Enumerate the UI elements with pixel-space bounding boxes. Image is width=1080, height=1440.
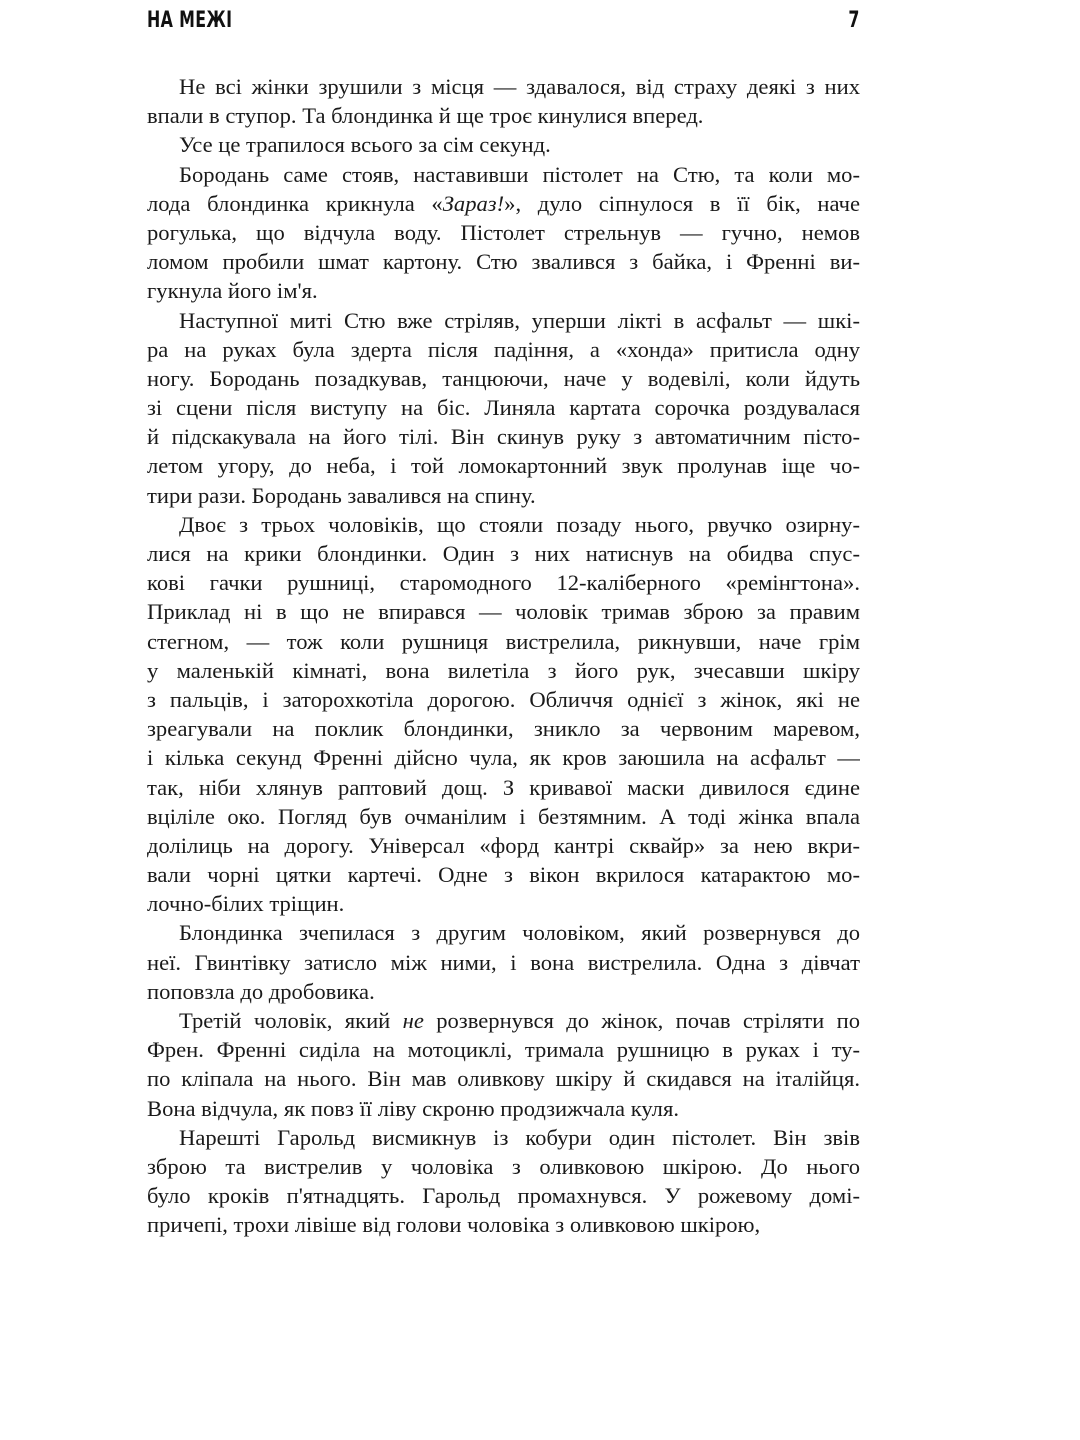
text-line: Вона відчула, як повз її ліву скроню продзижчала куля. [147,1095,679,1121]
text-line: летом угору, до неба, і той ломокартонний звук пролунав іще чо- [147,453,860,479]
text-line: Приклад ні в що не впирався — чоловік тримав зброю за правим [147,599,860,625]
text-line: ногу. Бородань позадкував, танцюючи, наче у водевілі, коли йдуть [147,365,860,391]
text-line: зі сцени після виступу на біс. Линяла картата сорочка роздувалася [147,395,860,421]
paragraph [147,1123,860,1240]
body-text [147,72,860,1240]
text-line: Усе це трапилося всього за сім секунд. [179,132,551,158]
text-line: Блондинка зчепилася з другим чоловіком, який розвернувся до [179,920,860,946]
text-line: Не всі жінки зрушили з місця — здавалося, від страху деякі з них [179,74,860,99]
paragraph [147,72,860,130]
paragraph [147,1006,860,1123]
text-line: вціліле око. Погляд був очманілим і безтямним. А тоді жінка впала [147,803,860,829]
text-line: ра на руках була здерта після падіння, а «хонда» притисла одну [147,336,860,362]
text-line: було кроків п'ятнадцять. Гарольд промахнувся. У рожевому домі- [147,1183,860,1209]
text-line: стегном, — тож коли рушниця вистрелила, рикнувши, наче грім [147,628,860,654]
paragraph [147,130,860,159]
text-line: вали чорні цятки картечі. Одне з вікон вкрилося катарактою мо- [147,862,860,888]
text-line: неї. Гвинтівку затисло між ними, і вона вистрелила. Одна з дівчат [147,949,860,975]
text-line: кові гачки рушниці, старомодного 12-каліберного «ремінгтона». [147,570,860,596]
text-line: з пальців, і заторохкотіла дорогою. Обличчя однієї з жінок, які не [147,686,860,712]
paragraph [147,160,860,306]
text-line: рогулька, що відчула воду. Пістолет стрельнув — гучно, немов [147,219,860,245]
text-line: й підскакувала на його тілі. Він скинув руку з автоматичним пісто- [147,424,860,450]
text-line: Наступної миті Стю вже стріляв, уперши лікті в асфальт — шкі- [179,307,860,333]
text-line: Двоє з трьох чоловіків, що стояли позаду нього, рвучко озирну- [179,511,860,537]
text-line: лися на крики блондинки. Один з них натиснув на обидва спус- [147,541,860,566]
text-line: по кліпала на нього. Він мав оливкову шкіру й скидався на італійця. [147,1066,860,1092]
book-page [147,8,860,1240]
text-line: Френ. Френні сиділа на мотоциклі, тримала рушницю в руках і ту- [147,1037,860,1063]
text-line: ломом пробили шмат картону. Стю звалився з байка, і Френні ви- [147,249,860,275]
text-line: зброю та вистрелив у чоловіка з оливковою шкірою. До нього [147,1153,860,1179]
paragraph [147,510,860,919]
running-title: НА МЕЖІ [147,8,233,33]
text-line: лочно-білих тріщин. [147,891,345,917]
text-line: причепі, трохи лівіше від голови чоловіка з оливковою шкірою, [147,1212,761,1238]
text-line: впали в ступор. Та блондинка й ще троє кинулися вперед. [147,103,704,129]
paragraph [147,306,860,510]
page-number: 7 [848,8,860,33]
text-line: і кілька секунд Френні дійсно чула, як кров заюшила на асфальт — [147,745,860,771]
text-line: у маленькій кімнаті, вона вилетіла з його рук, зчесавши шкіру [147,657,860,683]
text-line: Нарешті Гарольд висмикнув із кобури один пістолет. Він звів [179,1124,860,1150]
text-line: Третій чоловік, який не розвернувся до жінок, почав стріляти по [179,1008,860,1033]
text-line: лода блондинка крикнула «Зараз!», дуло сіпнулося в її бік, наче [147,190,860,216]
text-line: тири рази. Бородань завалився на спину. [147,482,536,508]
text-line: гукнула його ім'я. [147,278,318,304]
text-line: Бородань саме стояв, наставивши пістолет на Стю, та коли мо- [179,161,860,187]
text-line: поповзла до дробовика. [147,978,375,1004]
text-line: зреагували на поклик блондинки, зникло за червоним маревом, [147,716,860,742]
paragraph [147,918,860,1006]
text-line: так, ніби хлянув раптовий дощ. З кривавої маски дивилося єдине [147,774,860,800]
running-head [147,8,860,42]
text-line: долілиць на дорогу. Універсал «форд кантрі сквайр» за нею вкри- [147,832,860,858]
